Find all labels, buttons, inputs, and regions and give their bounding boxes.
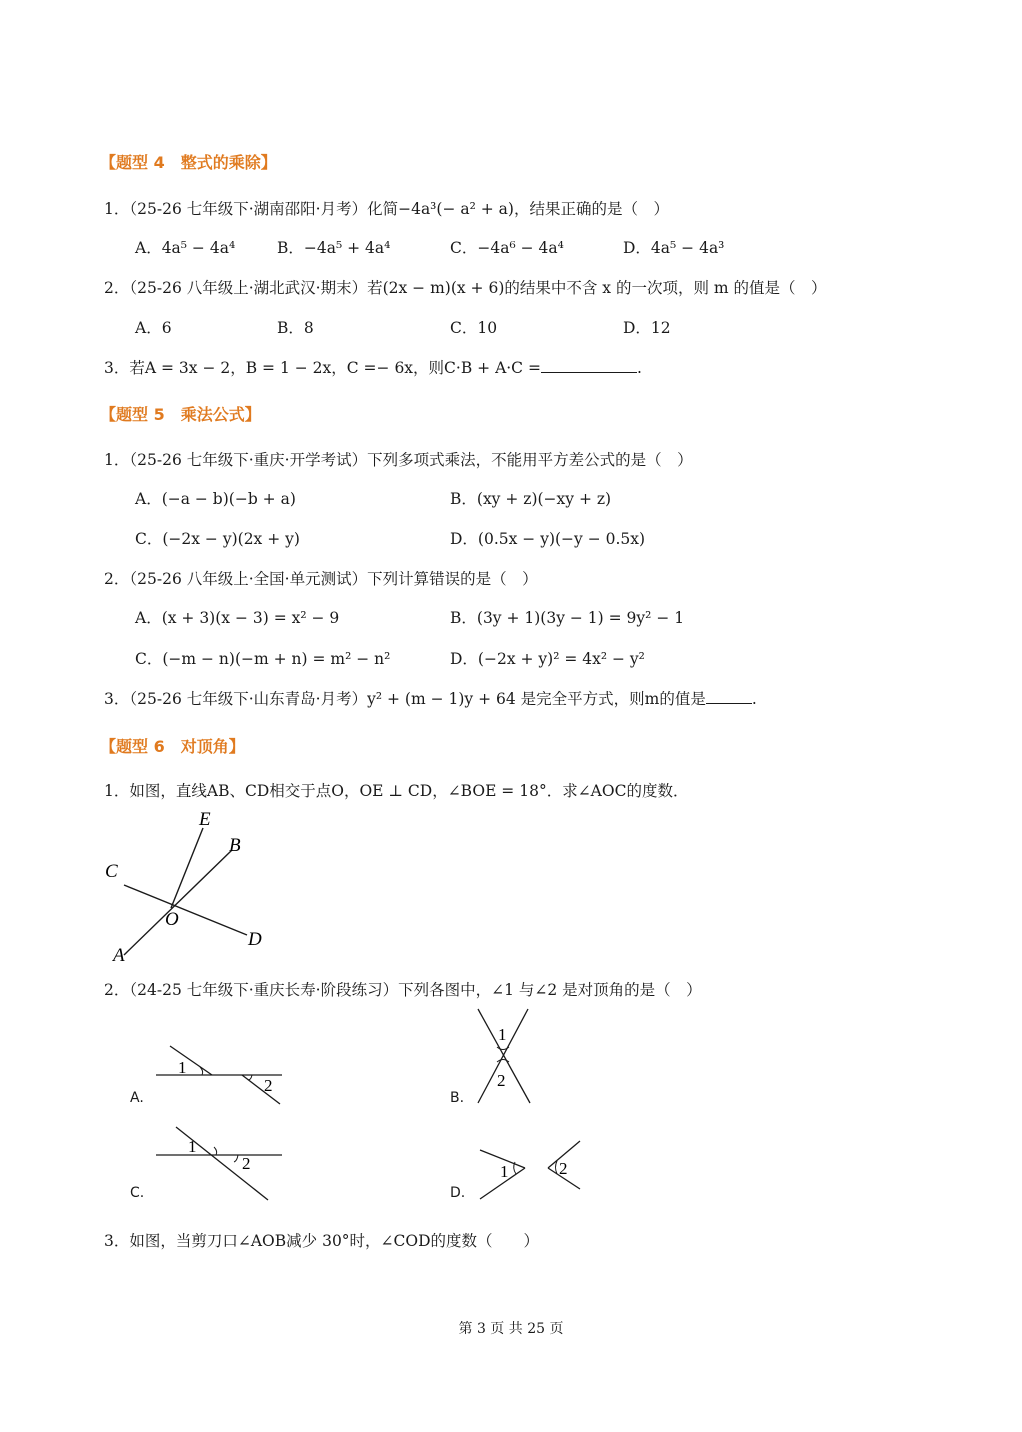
option-4-1-b[interactable]: B．−4a⁵ + 4a⁴ bbox=[277, 239, 391, 257]
angle-1-label: 1 bbox=[500, 1162, 509, 1181]
label-c: C bbox=[105, 861, 118, 882]
line-cd bbox=[124, 885, 247, 935]
option-5-1-c[interactable]: C．(−2x − y)(2x + y) bbox=[135, 530, 300, 548]
option-5-2-a[interactable]: A．(x + 3)(x − 3) = x² − 9 bbox=[135, 609, 340, 627]
question-number: 3． bbox=[104, 359, 130, 377]
angle-1-label: 1 bbox=[498, 1025, 507, 1044]
question-end: . bbox=[751, 690, 757, 708]
question-4-1 bbox=[104, 197, 669, 219]
question-end: . bbox=[636, 359, 642, 377]
question-text: （25-26 七年级下·湖南邵阳·月考）化简−4a³(− a² + a)，结果正确的是（ ） bbox=[129, 200, 669, 218]
figure-option-c bbox=[150, 1120, 290, 1205]
option-5-1-a[interactable]: A．(−a − b)(−b + a) bbox=[135, 490, 296, 508]
answer-blank[interactable] bbox=[706, 689, 752, 704]
option-4-1-a[interactable]: A．4a⁵ − 4a⁴ bbox=[135, 239, 236, 257]
question-text: （24-25 七年级下·重庆长寿·阶段练习）下列各图中，∠1 与∠2 是对顶角的是（ ） bbox=[129, 981, 702, 999]
question-number: 3． bbox=[104, 690, 130, 708]
section-title-5: 【题型 5 乘法公式】 bbox=[100, 405, 261, 424]
question-number: 2． bbox=[104, 981, 130, 999]
question-text: （25-26 八年级上·全国·单元测试）下列计算错误的是（ ） bbox=[129, 570, 538, 588]
question-4-3 bbox=[104, 356, 642, 378]
line-ab bbox=[124, 850, 232, 955]
option-4-2-d[interactable]: D．12 bbox=[623, 319, 671, 337]
question-6-2 bbox=[104, 978, 702, 1000]
question-text: （25-26 七年级下·重庆·开学考试）下列多项式乘法，不能用平方差公式的是（ ） bbox=[129, 451, 693, 469]
option-6-2-c[interactable]: C. bbox=[130, 1185, 145, 1201]
question-text: 如图，当剪刀口∠AOB减少 30°时，∠COD的度数（ ） bbox=[129, 1232, 540, 1250]
page-footer: 第 3 页 共 25 页 bbox=[458, 1321, 564, 1337]
question-text: 如图，直线AB、CD相交于点O，OE ⊥ CD，∠BOE = 18°．求∠AOC的度数． bbox=[129, 782, 689, 800]
figure-option-d bbox=[470, 1135, 590, 1205]
question-number: 2． bbox=[104, 279, 130, 297]
option-4-1-c[interactable]: C．−4a⁶ − 4a⁴ bbox=[450, 239, 564, 257]
label-o: O bbox=[165, 909, 179, 930]
question-5-2 bbox=[104, 567, 538, 589]
question-6-1 bbox=[104, 779, 688, 801]
question-text: 若A = 3x − 2，B = 1 − 2x，C =− 6x，则C·B + A·C = bbox=[129, 359, 541, 377]
question-6-3 bbox=[104, 1229, 539, 1251]
label-e: E bbox=[199, 809, 211, 830]
option-6-2-b[interactable]: B. bbox=[450, 1090, 465, 1106]
question-number: 1． bbox=[104, 451, 130, 469]
option-5-2-b[interactable]: B．(3y + 1)(3y − 1) = 9y² − 1 bbox=[450, 609, 685, 627]
option-5-2-d[interactable]: D．(−2x + y)² = 4x² − y² bbox=[450, 650, 645, 668]
question-text: （25-26 八年级上·湖北武汉·期末）若(2x − m)(x + 6)的结果中不含 x 的一次项，则 m 的值是（ ） bbox=[129, 279, 827, 297]
option-5-2-c[interactable]: C．(−m − n)(−m + n) = m² − n² bbox=[135, 650, 391, 668]
question-text: （25-26 七年级下·山东青岛·月考）y² + (m − 1)y + 64 是完全平方式，则m的值是 bbox=[129, 690, 706, 708]
figure-intersecting-lines bbox=[95, 805, 285, 970]
question-number: 3． bbox=[104, 1232, 130, 1250]
option-4-1-d[interactable]: D．4a⁵ − 4a³ bbox=[623, 239, 725, 257]
angle-2-label: 2 bbox=[497, 1071, 506, 1090]
option-4-2-a[interactable]: A．6 bbox=[135, 319, 172, 337]
question-4-2 bbox=[104, 276, 827, 298]
option-4-2-b[interactable]: B．8 bbox=[277, 319, 314, 337]
figure-option-b bbox=[470, 1005, 540, 1110]
option-5-1-d[interactable]: D．(0.5x − y)(−y − 0.5x) bbox=[450, 530, 646, 548]
angle-1-label: 1 bbox=[188, 1137, 197, 1156]
angle-1-label: 1 bbox=[178, 1058, 187, 1077]
answer-blank[interactable] bbox=[541, 358, 637, 373]
label-a: A bbox=[113, 945, 125, 966]
label-b: B bbox=[229, 835, 241, 856]
option-4-2-c[interactable]: C．10 bbox=[450, 319, 498, 337]
angle-2-label: 2 bbox=[242, 1154, 251, 1173]
section-title-4: 【题型 4 整式的乘除】 bbox=[100, 153, 277, 172]
question-number: 1． bbox=[104, 200, 130, 218]
question-number: 2． bbox=[104, 570, 130, 588]
ray-oe bbox=[171, 828, 203, 908]
angle-2-label: 2 bbox=[264, 1076, 273, 1095]
option-6-2-a[interactable]: A. bbox=[130, 1090, 144, 1106]
question-5-1 bbox=[104, 448, 693, 470]
question-number: 1． bbox=[104, 782, 130, 800]
label-d: D bbox=[248, 929, 262, 950]
question-5-3 bbox=[104, 687, 757, 709]
section-title-6: 【题型 6 对顶角】 bbox=[100, 737, 245, 756]
option-6-2-d[interactable]: D. bbox=[450, 1185, 466, 1201]
option-5-1-b[interactable]: B．(xy + z)(−xy + z) bbox=[450, 490, 612, 508]
figure-option-a bbox=[150, 1040, 290, 1110]
angle-2-label: 2 bbox=[559, 1159, 568, 1178]
